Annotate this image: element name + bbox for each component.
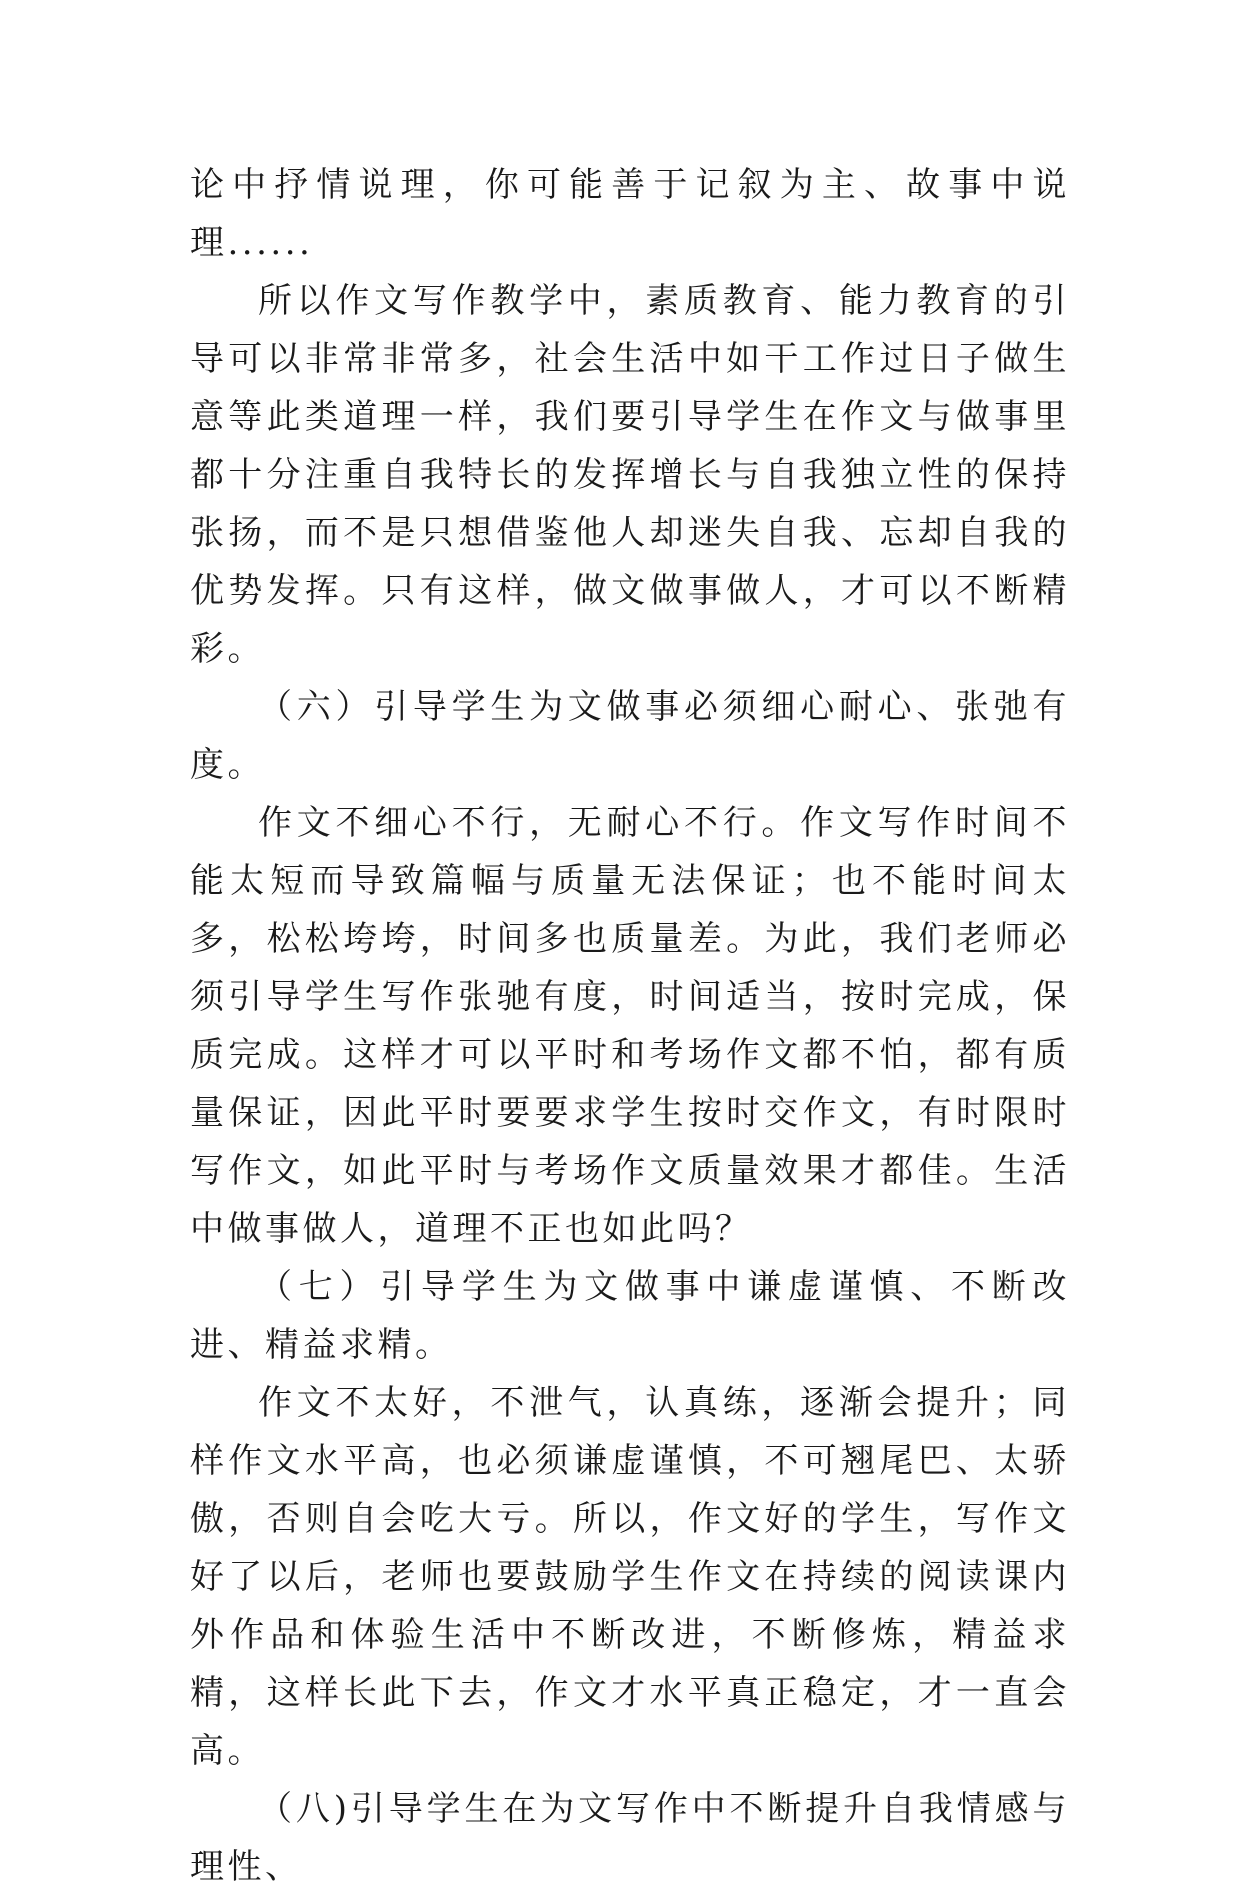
- paragraph-continuation: 论中抒情说理，你可能善于记叙为主、故事中说理......: [190, 165, 1070, 263]
- section-heading-eight: （八)引导学生在为文写作中不断提升自我情感与理性、: [190, 1789, 1070, 1887]
- paragraph: 作文不太好，不泄气，认真练，逐渐会提升；同样作文水平高，也必须谦虚谨慎，不可翘尾巴、太骄傲，否则自会吃大亏。所以，作文好的学生，写作文好了以后，老师也要鼓励学生作文在持续的阅读课内外作品和体验生活中不断改进，不断修炼，精益求精，这样长此下去，作文才水平真正稳定，才一直会高。: [190, 1383, 1070, 1771]
- section-heading-seven: （七）引导学生为文做事中谦虚谨慎、不断改进、精益求精。: [190, 1267, 1070, 1365]
- section-heading-six: （六）引导学生为文做事必须细心耐心、张弛有度。: [190, 687, 1070, 785]
- document-body: [190, 156, 1070, 1896]
- paragraph: 作文不细心不行，无耐心不行。作文写作时间不能太短而导致篇幅与质量无法保证；也不能时间太多，松松垮垮，时间多也质量差。为此，我们老师必须引导学生写作张驰有度，时间适当，按时完成，保质完成。这样才可以平时和考场作文都不怕，都有质量保证，因此平时要要求学生按时交作文，有时限时写作文，如此平时与考场作文质量效果才都佳。生活中做事做人，道理不正也如此吗？: [190, 803, 1070, 1249]
- paragraph: 所以作文写作教学中，素质教育、能力教育的引导可以非常非常多，社会生活中如干工作过日子做生意等此类道理一样，我们要引导学生在作文与做事里都十分注重自我特长的发挥增长与自我独立性的保持张扬，而不是只想借鉴他人却迷失自我、忘却自我的优势发挥。只有这样，做文做事做人，才可以不断精彩。: [190, 281, 1070, 669]
